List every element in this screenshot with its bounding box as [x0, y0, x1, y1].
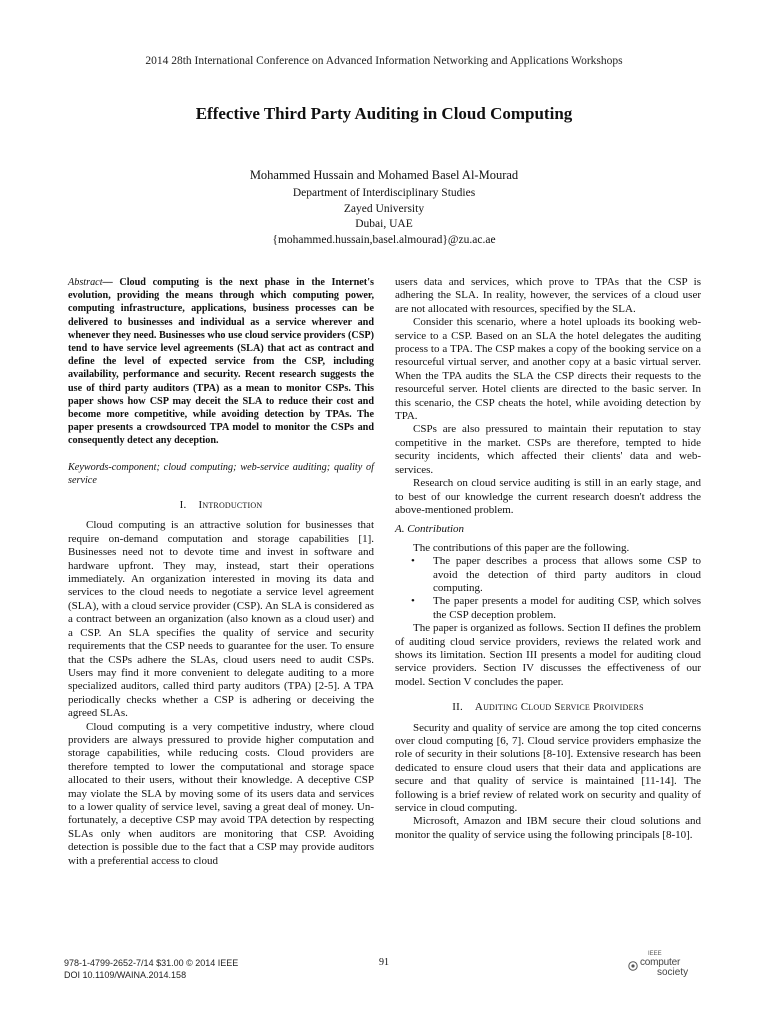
- section-1-title: Introduction: [198, 499, 263, 512]
- list-item: [395, 555, 701, 595]
- logo-society-text: society: [657, 967, 689, 978]
- department: Department of Interdisciplinary Studies: [292, 187, 476, 199]
- intro-paragraph-2: Cloud computing is a very competitive industry, where cloud providers are always pressured to provide higher computation and storage capabilities, while reducing costs. Cloud providers are therefore tempted to lower the computational and storage space allocated to their users, without their knowledge. A deceptive CSP may violate the SLA by moving some of its users data and services to a lower quality of service level, saving a great deal of money. Un-fortunately, a deceptive CSP may avoid TPA detection by respecting SLAs only when auditors are monitoring that CSP. Avoiding detection is possible due to the fact that a CSP may provide auditors with a preferential access to cloud: [68, 720, 374, 867]
- section-2-paragraph-1: Security and quality of service are among the top cited concerns over cloud computing [6, 7]. Cloud service providers emphasize the role of security in their solutions [8-10]. Extensive research has been dedicated to ensure cloud users that their data and applications are secure and that quality of service is maintained [11-14]. The following is a brief review of related work on security and quality of service in cloud computing.: [395, 721, 701, 815]
- section-2-heading: [395, 701, 701, 714]
- logo-ieee-text: IEEE: [648, 951, 662, 957]
- abstract-text: Cloud computing is the next phase in the Internet's evolution, providing the means through which computing power, computing infrastructure, applications, business processes can be delivered to businesses and individual as a service wherever and whenever they need. Businesses who use cloud service providers (CSP) tend to have service level agreements (SLA) that act as contract and define the level of expected service from the CSP, including availability, performance and security. Recent research suggests the use of third party auditors (TPA) as a mean to monitor CSPs. This paper shows how CSP may deceit the SLA to reduce their cost and become more competitive, while avoiding detection by TPAs. The paper presents a crowdsourced TPA model to monitor the CSPs and consequently detect any deception.: [68, 277, 374, 447]
- email: {mohammed.hussain,basel.almourad}@zu.ac.ae: [272, 233, 496, 246]
- intro-paragraph-1: Cloud computing is an attractive solution for businesses that require on-demand computation and storage capabilities [1]. Businesses need not to devote time and invest in software and hardware upfront. They may, instead, start their operations immediately. An organization interested in moving its data and services to the cloud needs to negotiate a service level agreement (SLA), with a cloud service provider (CSP). An SLA is considered as a contract between an organization (also known as a cloud user) and a CSP. An SLA specifies the quality of service and security requirements that the CSP needs to guarantee for the user. To ensure that the CSPs adhere the SLAs, cloud users need to audit CSPs. Users may find it more convenient to delegate auditing to a more specialized auditors, called third party auditors (TPA) [2-5]. A TPA periodically checks whether a CSP is adhering or deceiving the agreed SLAs.: [68, 519, 374, 720]
- logo-circle-icon: [628, 961, 638, 971]
- page-number: 91: [379, 957, 389, 968]
- contribution-intro: The contributions of this paper are the following.: [413, 541, 630, 554]
- abstract-label: Abstract: [68, 277, 103, 288]
- section-2-title: Auditing Cloud Service Proividers: [474, 701, 644, 714]
- list-item-text: The paper presents a model for auditing CSP, which solves the CSP deception problem.: [433, 595, 701, 621]
- intro-paragraph-5: Research on cloud service auditing is still in an early stage, and to best of our knowledge the current research doesn't address the above-mentioned problem.: [395, 477, 701, 516]
- contribution-list: [395, 555, 701, 622]
- left-column: [68, 276, 374, 868]
- section-2-paragraph-2: Microsoft, Amazon and IBM secure their cloud solutions and monitor the quality of service using the following principals [8-10].: [395, 815, 701, 841]
- paper-title: Effective Third Party Auditing in Cloud Computing: [195, 104, 573, 123]
- abstract-dash: —: [102, 277, 120, 288]
- intro-paragraph-2-continued: users data and services, which prove to TPAs that the CSP is adhering the SLA. In reality, however, the services of a cloud user are not allocated with resources, specified by the SLA.: [395, 276, 701, 315]
- section-1-number: I.: [179, 499, 187, 512]
- list-item: [395, 595, 701, 622]
- doi: DOI 10.1109/WAINA.2014.158: [64, 970, 187, 980]
- intro-paragraph-3: Consider this scenario, where a hotel uploads its booking web-service to a CSP. Based on an SLA the hotel delegates the auditing process to a TPA. The CSP makes a copy of the booking service on a resourceful virtual server, and another copy at a basic virtual server. When the TPA audits the SLA the CSP directs their requests to the resourceful server. Hotel clients are directed to the basic server. In this scenario, the CSP cheats the hotel, while avoiding detection by TPA.: [395, 316, 701, 423]
- right-column: [395, 276, 701, 842]
- section-2-number: II.: [452, 701, 463, 714]
- section-1-heading: [68, 499, 374, 512]
- contribution-heading: A. Contribution: [395, 523, 465, 536]
- bullet-icon: •: [411, 555, 415, 568]
- conference-name: 2014 28th International Conference on Advanced Information Networking and Applications Workshops: [145, 55, 623, 67]
- paper-outline: The paper is organized as follows. Section II defines the problem of auditing cloud service providers, reviews the related work and shows its limitation. Section III presents a model for auditing cloud service providers. Section IV discusses the effectiveness of our model. Section V concludes the paper.: [395, 622, 701, 688]
- ieee-computer-society-logo: [626, 951, 716, 981]
- location: Dubai, UAE: [355, 218, 413, 230]
- keywords: Keywords-component; cloud computing; web-service auditing; quality of service: [68, 461, 374, 486]
- intro-paragraph-4: CSPs are also pressured to maintain their reputation to stay competitive in the market. CSPs are therefore, tempted to hide security incidents, which affected their clients' data and web-services.: [395, 423, 701, 476]
- university: Zayed University: [343, 202, 425, 215]
- affiliation: [0, 186, 768, 248]
- logo-computer-text: computer: [640, 957, 681, 968]
- authors: Mohammed Hussain and Mohamed Basel Al-Mourad: [249, 168, 519, 182]
- list-item-text: The paper describes a process that allows some CSP to avoid the detection of third party auditors in cloud computing.: [433, 555, 701, 594]
- abstract: [68, 276, 374, 448]
- isbn-price: 978-1-4799-2652-7/14 $31.00 © 2014 IEEE: [64, 958, 239, 968]
- bullet-icon: •: [411, 595, 415, 608]
